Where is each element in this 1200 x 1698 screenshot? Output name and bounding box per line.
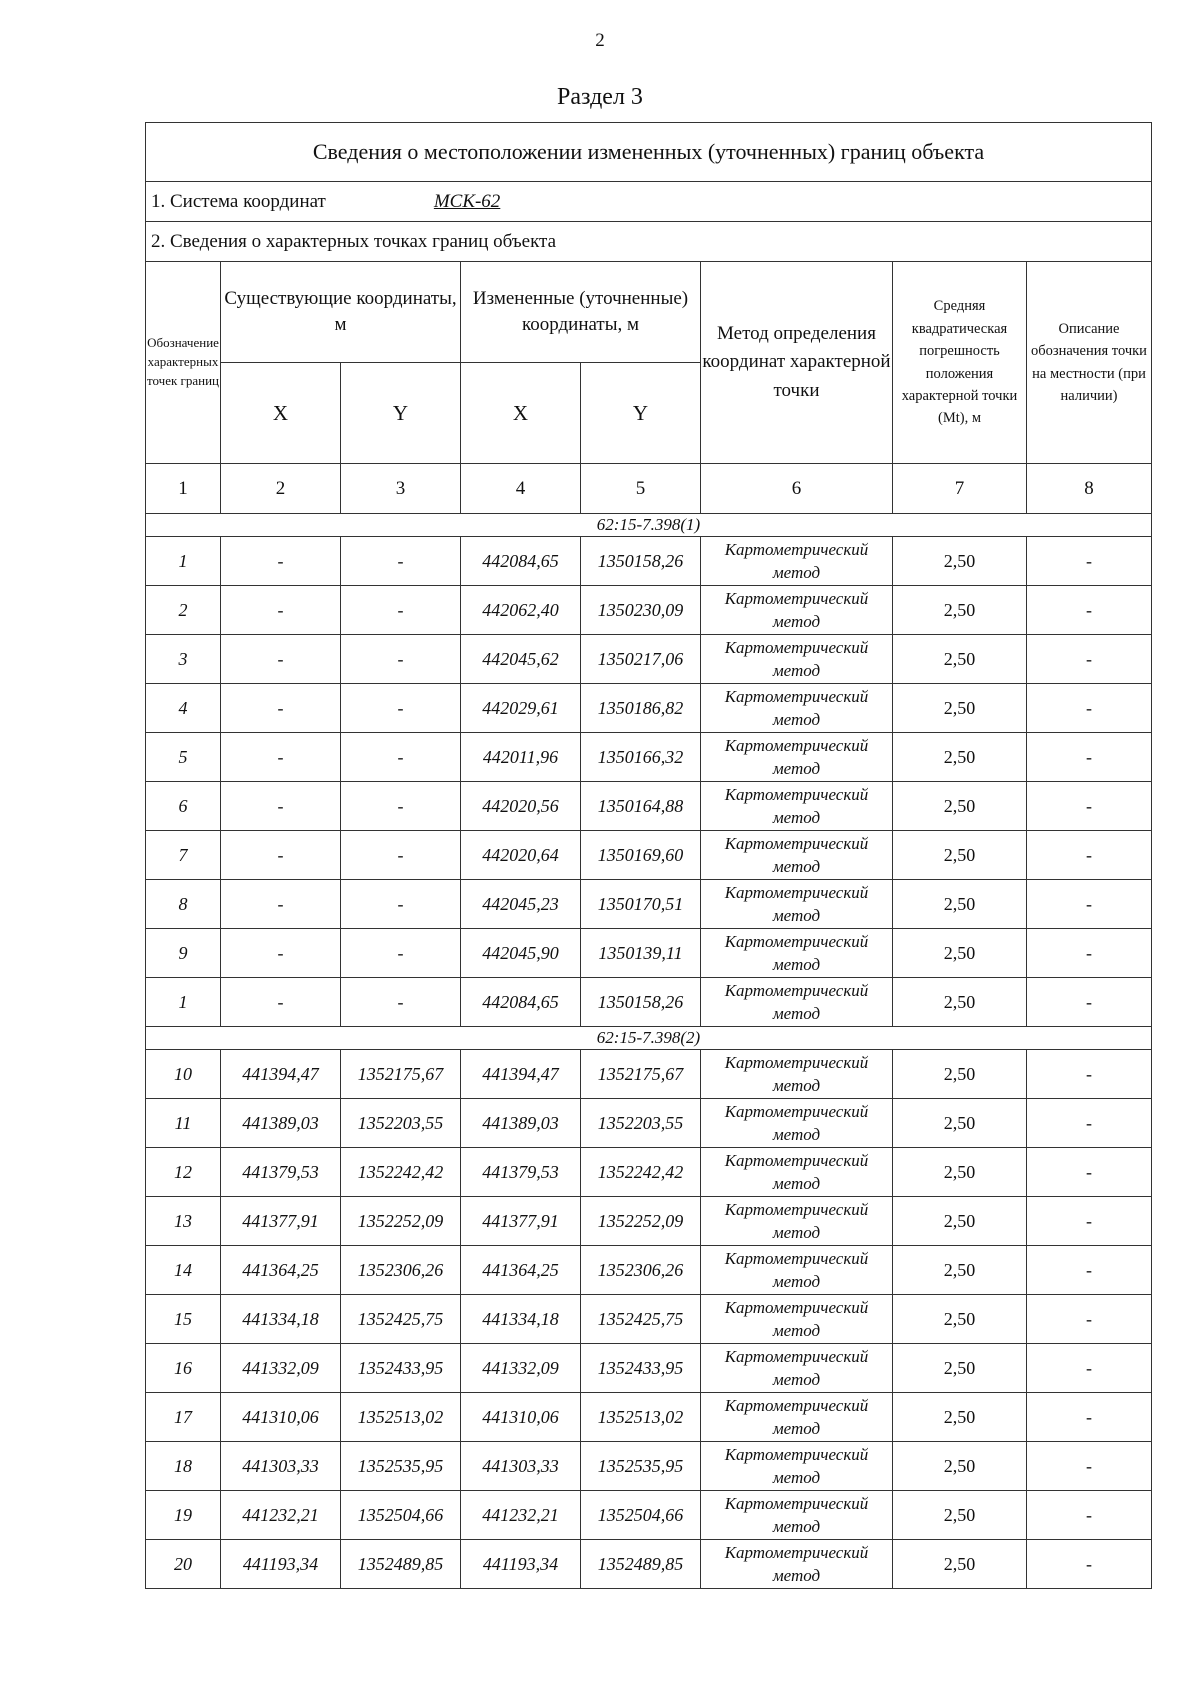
changed-x: 441232,21 xyxy=(461,1491,581,1540)
method-cell: Картометрический метод xyxy=(701,929,893,978)
header-changed-y: Y xyxy=(581,363,701,464)
existing-x: 441377,91 xyxy=(221,1197,341,1246)
error-cell: 2,50 xyxy=(893,1491,1027,1540)
existing-x: 441310,06 xyxy=(221,1393,341,1442)
existing-y: - xyxy=(341,586,461,635)
description-cell: - xyxy=(1027,684,1152,733)
existing-y: - xyxy=(341,635,461,684)
table-row xyxy=(146,1344,1152,1393)
changed-x: 441394,47 xyxy=(461,1050,581,1099)
point-number: 12 xyxy=(146,1148,221,1197)
column-number: 3 xyxy=(341,464,461,514)
existing-x: - xyxy=(221,684,341,733)
existing-x: 441332,09 xyxy=(221,1344,341,1393)
method-cell: Картометрический метод xyxy=(701,782,893,831)
point-number: 6 xyxy=(146,782,221,831)
existing-y: 1352252,09 xyxy=(341,1197,461,1246)
changed-y: 1350158,26 xyxy=(581,978,701,1027)
header-existing-y: Y xyxy=(341,363,461,464)
description-cell: - xyxy=(1027,1148,1152,1197)
existing-y: - xyxy=(341,880,461,929)
changed-x: 442020,56 xyxy=(461,782,581,831)
existing-x: - xyxy=(221,880,341,929)
description-cell: - xyxy=(1027,782,1152,831)
changed-y: 1350158,26 xyxy=(581,537,701,586)
existing-x: - xyxy=(221,978,341,1027)
point-number: 15 xyxy=(146,1295,221,1344)
error-cell: 2,50 xyxy=(893,831,1027,880)
table-row xyxy=(146,1295,1152,1344)
column-number: 8 xyxy=(1027,464,1152,514)
method-cell: Картометрический метод xyxy=(701,733,893,782)
point-number: 16 xyxy=(146,1344,221,1393)
method-cell: Картометрический метод xyxy=(701,586,893,635)
description-cell: - xyxy=(1027,1344,1152,1393)
column-number: 5 xyxy=(581,464,701,514)
header-point-id: Обозначение характерных точек границ xyxy=(146,262,221,464)
description-cell: - xyxy=(1027,880,1152,929)
existing-y: - xyxy=(341,782,461,831)
page-number: 2 xyxy=(595,30,605,51)
table-row xyxy=(146,1540,1152,1589)
table-row xyxy=(146,978,1152,1027)
error-cell: 2,50 xyxy=(893,1197,1027,1246)
existing-y: 1352433,95 xyxy=(341,1344,461,1393)
table-row xyxy=(146,1246,1152,1295)
point-number: 1 xyxy=(146,978,221,1027)
table-row xyxy=(146,1099,1152,1148)
changed-x: 441310,06 xyxy=(461,1393,581,1442)
existing-y: 1352489,85 xyxy=(341,1540,461,1589)
header-existing-coords: Существующие координаты, м xyxy=(221,262,461,363)
group-label: 62:15-7.398(1) xyxy=(146,514,1152,537)
description-cell: - xyxy=(1027,635,1152,684)
changed-y: 1352242,42 xyxy=(581,1148,701,1197)
changed-x: 441377,91 xyxy=(461,1197,581,1246)
changed-x: 442029,61 xyxy=(461,684,581,733)
changed-x: 441303,33 xyxy=(461,1442,581,1491)
changed-x: 442011,96 xyxy=(461,733,581,782)
existing-x: 441193,34 xyxy=(221,1540,341,1589)
existing-y: 1352535,95 xyxy=(341,1442,461,1491)
method-cell: Картометрический метод xyxy=(701,537,893,586)
error-cell: 2,50 xyxy=(893,1246,1027,1295)
existing-x: - xyxy=(221,831,341,880)
existing-x: 441303,33 xyxy=(221,1442,341,1491)
changed-x: 441389,03 xyxy=(461,1099,581,1148)
method-cell: Картометрический метод xyxy=(701,1344,893,1393)
group-row xyxy=(146,1027,1152,1050)
existing-y: 1352203,55 xyxy=(341,1099,461,1148)
existing-x: 441389,03 xyxy=(221,1099,341,1148)
error-cell: 2,50 xyxy=(893,1050,1027,1099)
existing-x: - xyxy=(221,929,341,978)
description-cell: - xyxy=(1027,1491,1152,1540)
method-cell: Картометрический метод xyxy=(701,1540,893,1589)
changed-y: 1352252,09 xyxy=(581,1197,701,1246)
description-cell: - xyxy=(1027,929,1152,978)
table-row xyxy=(146,831,1152,880)
changed-x: 442084,65 xyxy=(461,978,581,1027)
table-row xyxy=(146,1050,1152,1099)
point-number: 10 xyxy=(146,1050,221,1099)
table-row xyxy=(146,1197,1152,1246)
existing-y: 1352306,26 xyxy=(341,1246,461,1295)
point-number: 20 xyxy=(146,1540,221,1589)
error-cell: 2,50 xyxy=(893,880,1027,929)
existing-x: - xyxy=(221,537,341,586)
error-cell: 2,50 xyxy=(893,1540,1027,1589)
error-cell: 2,50 xyxy=(893,635,1027,684)
point-number: 5 xyxy=(146,733,221,782)
description-cell: - xyxy=(1027,733,1152,782)
table-row xyxy=(146,684,1152,733)
coordinate-system-row xyxy=(146,182,1152,222)
method-cell: Картометрический метод xyxy=(701,831,893,880)
changed-x: 442020,64 xyxy=(461,831,581,880)
error-cell: 2,50 xyxy=(893,1295,1027,1344)
coordinate-system-value: МСК-62 xyxy=(433,190,501,212)
method-cell: Картометрический метод xyxy=(701,1295,893,1344)
method-cell: Картометрический метод xyxy=(701,880,893,929)
error-cell: 2,50 xyxy=(893,1442,1027,1491)
boundary-points-table xyxy=(145,122,1152,1589)
existing-x: - xyxy=(221,635,341,684)
description-cell: - xyxy=(1027,1295,1152,1344)
point-number: 17 xyxy=(146,1393,221,1442)
point-number: 14 xyxy=(146,1246,221,1295)
existing-x: - xyxy=(221,586,341,635)
existing-y: - xyxy=(341,831,461,880)
changed-y: 1352433,95 xyxy=(581,1344,701,1393)
description-cell: - xyxy=(1027,978,1152,1027)
changed-x: 441332,09 xyxy=(461,1344,581,1393)
error-cell: 2,50 xyxy=(893,1393,1027,1442)
column-numbers-row xyxy=(146,464,1152,514)
section-title: Раздел 3 xyxy=(557,84,643,110)
header-method: Метод определения координат характерной точки xyxy=(701,262,893,464)
table-row xyxy=(146,635,1152,684)
group-row xyxy=(146,514,1152,537)
changed-y: 1352535,95 xyxy=(581,1442,701,1491)
error-cell: 2,50 xyxy=(893,929,1027,978)
point-number: 9 xyxy=(146,929,221,978)
existing-y: 1352242,42 xyxy=(341,1148,461,1197)
description-cell: - xyxy=(1027,1540,1152,1589)
existing-x: - xyxy=(221,782,341,831)
table-title: Сведения о местоположении измененных (уточненных) границ объекта xyxy=(146,123,1152,182)
existing-y: - xyxy=(341,537,461,586)
error-cell: 2,50 xyxy=(893,537,1027,586)
header-existing-x: X xyxy=(221,363,341,464)
existing-x: 441394,47 xyxy=(221,1050,341,1099)
existing-x: 441364,25 xyxy=(221,1246,341,1295)
table-row xyxy=(146,586,1152,635)
header-changed-coords: Измененные (уточненные) координаты, м xyxy=(461,262,701,363)
table-row xyxy=(146,1393,1152,1442)
method-cell: Картометрический метод xyxy=(701,1050,893,1099)
point-number: 7 xyxy=(146,831,221,880)
changed-x: 442045,62 xyxy=(461,635,581,684)
changed-x: 442045,23 xyxy=(461,880,581,929)
changed-x: 442062,40 xyxy=(461,586,581,635)
header-error: Средняя квадратическая погрешность положения характерной точки (Mt), м xyxy=(893,262,1027,464)
changed-y: 1350166,32 xyxy=(581,733,701,782)
existing-x: 441334,18 xyxy=(221,1295,341,1344)
existing-x: - xyxy=(221,733,341,782)
changed-y: 1350169,60 xyxy=(581,831,701,880)
column-number: 6 xyxy=(701,464,893,514)
existing-y: 1352175,67 xyxy=(341,1050,461,1099)
point-number: 4 xyxy=(146,684,221,733)
changed-x: 441364,25 xyxy=(461,1246,581,1295)
coordinate-system-label: 1. Система координат xyxy=(151,190,326,212)
group-label: 62:15-7.398(2) xyxy=(146,1027,1152,1050)
description-cell: - xyxy=(1027,586,1152,635)
method-cell: Картометрический метод xyxy=(701,684,893,733)
error-cell: 2,50 xyxy=(893,1099,1027,1148)
changed-y: 1352425,75 xyxy=(581,1295,701,1344)
method-cell: Картометрический метод xyxy=(701,1099,893,1148)
method-cell: Картометрический метод xyxy=(701,1393,893,1442)
error-cell: 2,50 xyxy=(893,684,1027,733)
column-number: 4 xyxy=(461,464,581,514)
method-cell: Картометрический метод xyxy=(701,978,893,1027)
column-number: 7 xyxy=(893,464,1027,514)
method-cell: Картометрический метод xyxy=(701,1197,893,1246)
changed-y: 1352489,85 xyxy=(581,1540,701,1589)
existing-y: - xyxy=(341,929,461,978)
point-number: 11 xyxy=(146,1099,221,1148)
existing-y: 1352504,66 xyxy=(341,1491,461,1540)
error-cell: 2,50 xyxy=(893,1344,1027,1393)
description-cell: - xyxy=(1027,537,1152,586)
table-row xyxy=(146,929,1152,978)
changed-y: 1352513,02 xyxy=(581,1393,701,1442)
changed-y: 1350139,11 xyxy=(581,929,701,978)
point-number: 2 xyxy=(146,586,221,635)
point-number: 18 xyxy=(146,1442,221,1491)
existing-x: 441379,53 xyxy=(221,1148,341,1197)
description-cell: - xyxy=(1027,1393,1152,1442)
point-number: 19 xyxy=(146,1491,221,1540)
description-cell: - xyxy=(1027,831,1152,880)
existing-y: - xyxy=(341,684,461,733)
changed-x: 441379,53 xyxy=(461,1148,581,1197)
table-row xyxy=(146,782,1152,831)
method-cell: Картометрический метод xyxy=(701,635,893,684)
changed-y: 1350186,82 xyxy=(581,684,701,733)
column-number: 1 xyxy=(146,464,221,514)
description-cell: - xyxy=(1027,1099,1152,1148)
point-number: 13 xyxy=(146,1197,221,1246)
changed-x: 442045,90 xyxy=(461,929,581,978)
error-cell: 2,50 xyxy=(893,1148,1027,1197)
existing-x: 441232,21 xyxy=(221,1491,341,1540)
point-number: 3 xyxy=(146,635,221,684)
method-cell: Картометрический метод xyxy=(701,1246,893,1295)
existing-y: 1352513,02 xyxy=(341,1393,461,1442)
description-cell: - xyxy=(1027,1050,1152,1099)
table-row xyxy=(146,1442,1152,1491)
error-cell: 2,50 xyxy=(893,782,1027,831)
points-section-label: 2. Сведения о характерных точках границ объекта xyxy=(146,222,1152,262)
existing-y: 1352425,75 xyxy=(341,1295,461,1344)
existing-y: - xyxy=(341,978,461,1027)
changed-x: 441334,18 xyxy=(461,1295,581,1344)
column-number: 2 xyxy=(221,464,341,514)
changed-x: 441193,34 xyxy=(461,1540,581,1589)
table-row xyxy=(146,733,1152,782)
changed-y: 1352504,66 xyxy=(581,1491,701,1540)
description-cell: - xyxy=(1027,1442,1152,1491)
error-cell: 2,50 xyxy=(893,978,1027,1027)
description-cell: - xyxy=(1027,1246,1152,1295)
changed-y: 1350230,09 xyxy=(581,586,701,635)
description-cell: - xyxy=(1027,1197,1152,1246)
method-cell: Картометрический метод xyxy=(701,1491,893,1540)
header-description: Описание обозначения точки на местности (при наличии) xyxy=(1027,262,1152,464)
table-row xyxy=(146,537,1152,586)
changed-y: 1352175,67 xyxy=(581,1050,701,1099)
changed-y: 1352306,26 xyxy=(581,1246,701,1295)
changed-y: 1350170,51 xyxy=(581,880,701,929)
point-number: 1 xyxy=(146,537,221,586)
table-row xyxy=(146,1491,1152,1540)
changed-y: 1350217,06 xyxy=(581,635,701,684)
point-number: 8 xyxy=(146,880,221,929)
table-row xyxy=(146,880,1152,929)
error-cell: 2,50 xyxy=(893,586,1027,635)
table-row xyxy=(146,1148,1152,1197)
changed-y: 1350164,88 xyxy=(581,782,701,831)
changed-y: 1352203,55 xyxy=(581,1099,701,1148)
header-changed-x: X xyxy=(461,363,581,464)
method-cell: Картометрический метод xyxy=(701,1442,893,1491)
changed-x: 442084,65 xyxy=(461,537,581,586)
existing-y: - xyxy=(341,733,461,782)
error-cell: 2,50 xyxy=(893,733,1027,782)
method-cell: Картометрический метод xyxy=(701,1148,893,1197)
